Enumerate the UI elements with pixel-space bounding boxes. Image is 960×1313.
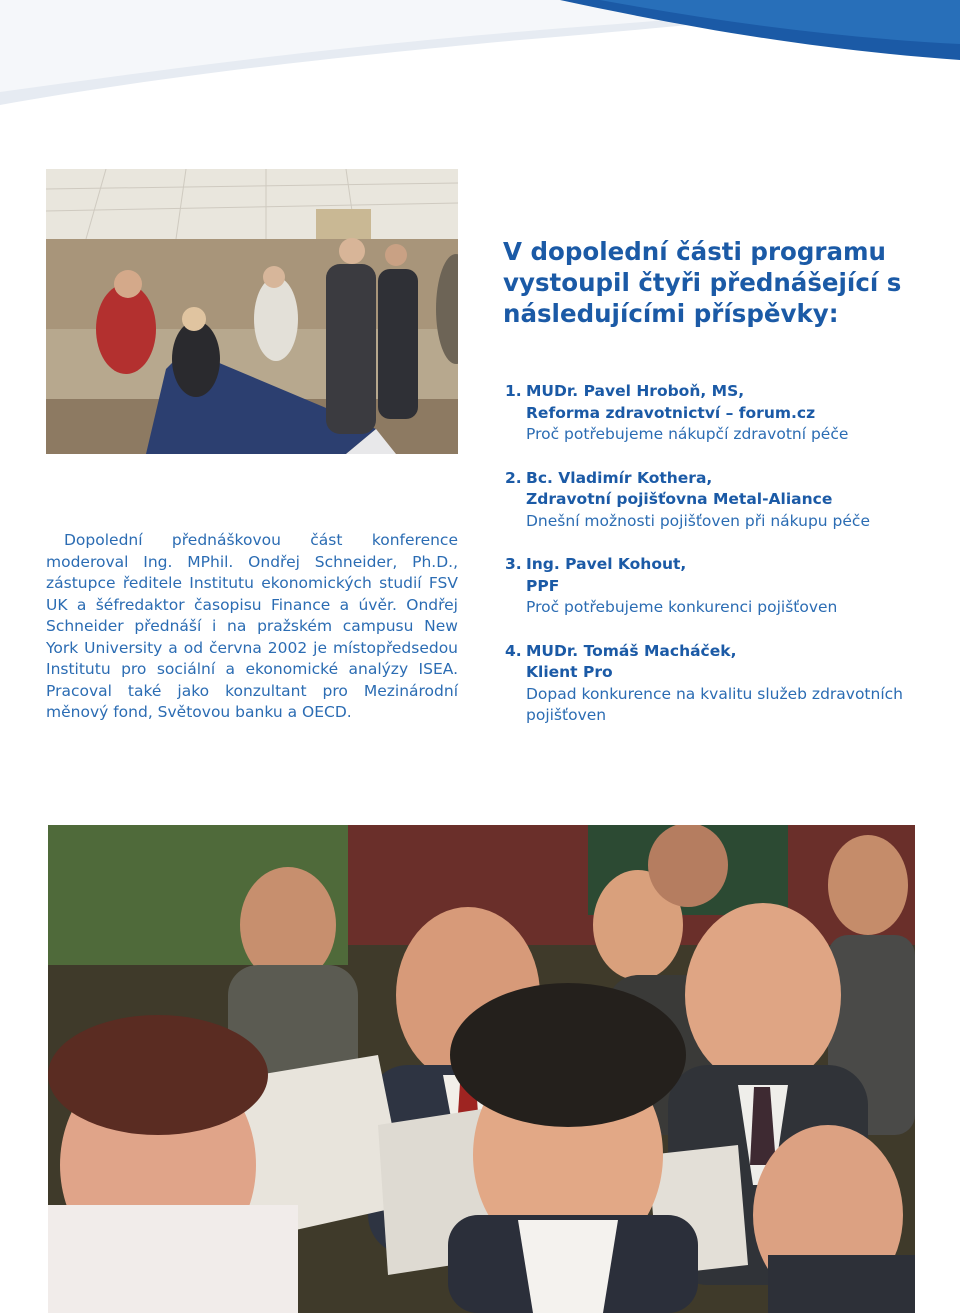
talk-title: Proč potřebujeme nákupčí zdravotní péče [526,425,849,443]
list-item [505,381,925,446]
talk-speaker: Bc. Vladimír Kothera, [526,468,713,487]
talk-speaker: Ing. Pavel Kohout, [526,555,687,573]
talk-organization: Zdravotní pojišťovna Metal-Aliance [526,490,833,508]
talk-list [505,381,925,749]
photo-caption: Dopolední přednáškovou část konference moderoval Ing. MPhil. Ondřej Schneider, Ph.D., zástupce ředitele Institutu ekonomických studií FSV UK a šéfredaktor časopisu Finance a úvěr. Ondřej Schneider přednáší i na pražském campusu New York University a od června 2002 je místopředsedou Institutu pro sociální a ekonomické analýzy ISEA. Pracoval také jako konzultant pro Mezinárodní měnový fond, Světovou banku a OECD. [46,531,458,721]
talk-title: Dnešní možnosti pojišťoven při nákupu péče [526,511,870,530]
audience-reading-photo [48,825,915,1313]
talk-title: Dopad konkurence na kvalitu služeb zdravotních pojišťoven [526,684,903,724]
header-wave-decoration [0,0,960,160]
talk-speaker: MUDr. Tomáš Macháček, [526,641,737,660]
talk-speaker: MUDr. Pavel Hroboň, MS, [526,382,745,400]
list-item [505,641,925,727]
list-item [505,554,925,619]
talk-organization: Klient Pro [526,663,613,681]
program-heading: V dopolední části programu vystoupil čtyři přednášející s následujícími příspěvky: [503,237,902,328]
talk-number: 3. [505,555,522,573]
talk-number: 1. [505,382,522,400]
list-item [505,468,925,533]
talk-number: 4. [505,641,522,660]
talk-organization: Reforma zdravotnictví – forum.cz [526,403,816,422]
talk-title: Proč potřebujeme konkurenci pojišťoven [526,598,838,616]
talk-organization: PPF [526,576,560,595]
talk-number: 2. [505,468,522,487]
conference-registration-photo [46,169,458,454]
